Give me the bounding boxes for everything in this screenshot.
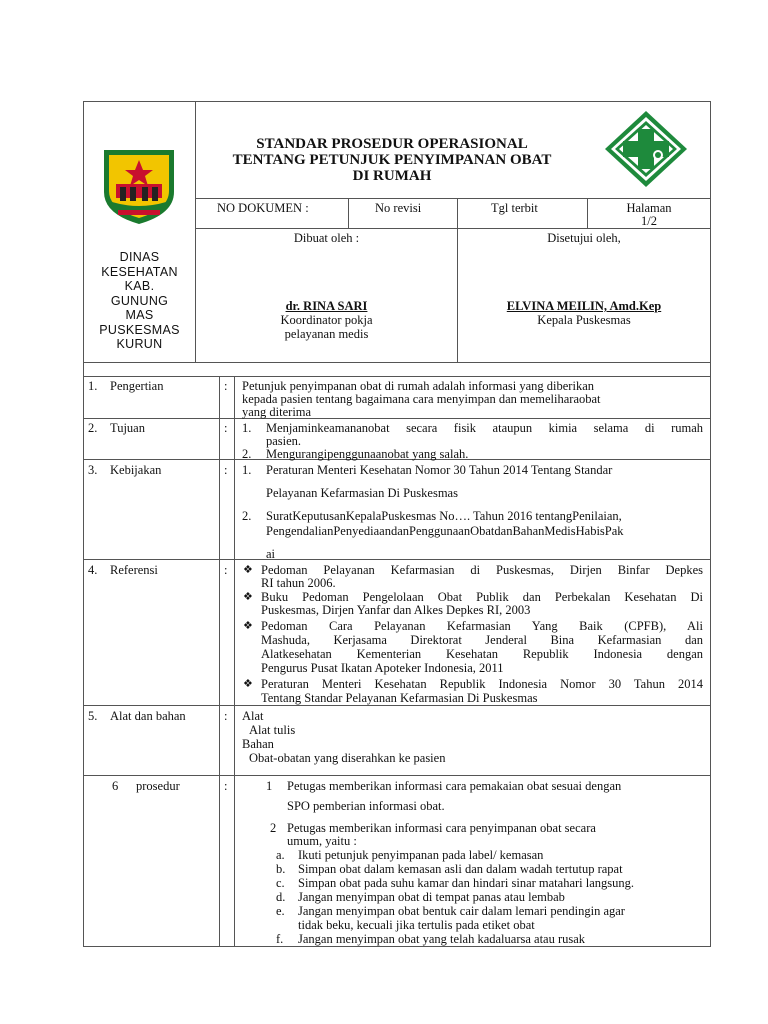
section-label-prosedur: prosedur bbox=[136, 779, 180, 793]
pengertian-line: Petunjuk penyimpanan obat di rumah adalah informasi yang diberikan bbox=[242, 379, 594, 393]
alat-line: Obat-obatan yang diserahkan ke pasien bbox=[249, 751, 446, 765]
dibuat-role-1: Koordinator pokja bbox=[280, 313, 373, 327]
kebijakan-item: ai bbox=[266, 547, 276, 561]
green-cross-puskesmas-icon bbox=[603, 109, 689, 189]
tujuan-item: Mengurangipenggunaanobat yang salah. bbox=[266, 447, 469, 461]
dibuat-label: Dibuat oleh : bbox=[293, 231, 360, 245]
section-label-alat: Alat dan bahan bbox=[110, 709, 186, 723]
referensi-item: Alatkesehatan Kementerian Kesehatan Republik Indonesia dengan bbox=[261, 647, 703, 661]
referensi-item: Pengurus Pusat Ikatan Apoteker Indonesia, 2011 bbox=[261, 661, 504, 675]
referensi-item: Pedoman Cara Pelayanan Kefarmasian Yang Baik (CPFB), Ali bbox=[261, 619, 703, 633]
bullet-diamond-icon: ❖ bbox=[243, 678, 253, 690]
section-label-pengertian: Pengertian bbox=[110, 379, 164, 393]
kebijakan-item: SuratKeputusanKepalaPuskesmas No…. Tahun 2016 tentangPenilaian, bbox=[266, 509, 622, 523]
prosedur-subitem: Jangan menyimpan obat di tempat panas atau lembab bbox=[298, 890, 565, 904]
kebijakan-item: Pelayanan Kefarmasian Di Puskesmas bbox=[266, 486, 458, 500]
tujuan-item: pasien. bbox=[266, 434, 302, 448]
no-dokumen-label: NO DOKUMEN : bbox=[217, 201, 309, 215]
prosedur-step: SPO pemberian informasi obat. bbox=[287, 799, 445, 813]
document-title bbox=[196, 136, 588, 184]
bullet-diamond-icon: ❖ bbox=[243, 564, 253, 576]
section-number: 1. bbox=[88, 379, 98, 393]
disetujui-role: Kepala Puskesmas bbox=[537, 313, 631, 327]
section-number: 4. bbox=[88, 563, 98, 577]
alat-line: Alat bbox=[242, 709, 264, 723]
halaman-label: Halaman bbox=[626, 201, 672, 215]
prosedur-step: Petugas memberikan informasi cara penyimpanan obat secara bbox=[287, 821, 596, 835]
disetujui-label: Disetujui oleh, bbox=[547, 231, 621, 245]
section-label-referensi: Referensi bbox=[110, 563, 158, 577]
referensi-item: Pedoman Pelayanan Kefarmasian di Puskesmas, Dirjen Binfar Depkes bbox=[261, 563, 703, 577]
no-revisi-label: No revisi bbox=[375, 201, 422, 215]
pengertian-line: kepada pasien tentang bagaimana cara menyimpan dan memeliharaobat bbox=[242, 392, 601, 406]
prosedur-step: Petugas memberikan informasi cara pemakaian obat sesuai dengan bbox=[287, 779, 622, 793]
referensi-item: Buku Pedoman Pengelolaan Obat Publik dan Perbekalan Kesehatan Di bbox=[261, 590, 703, 604]
title-line-2: TENTANG PETUNJUK PENYIMPANAN OBAT bbox=[232, 152, 552, 168]
alat-line: Bahan bbox=[242, 737, 274, 751]
tujuan-item: Menjaminkeamananobat secara fisik ataupun kimia selama di rumah bbox=[266, 421, 703, 435]
prosedur-subitem: Ikuti petunjuk penyimpanan pada label/ kemasan bbox=[298, 848, 544, 862]
kabupaten-crest-icon bbox=[96, 140, 182, 226]
bullet-diamond-icon: ❖ bbox=[243, 591, 253, 603]
dibuat-name: dr. RINA SARI bbox=[285, 299, 368, 313]
referensi-item: RI tahun 2006. bbox=[261, 576, 336, 590]
kebijakan-item: PengendalianPenyediaandanPenggunaanObatdanBahanMedisHabisPak bbox=[266, 524, 624, 538]
section-label-tujuan: Tujuan bbox=[110, 421, 145, 435]
disetujui-name: ELVINA MEILIN, Amd.Kep bbox=[506, 299, 662, 313]
prosedur-subitem: Simpan obat pada suhu kamar dan hindari sinar matahari langsung. bbox=[298, 876, 635, 890]
bullet-diamond-icon: ❖ bbox=[243, 620, 253, 632]
halaman-value: 1/2 bbox=[641, 214, 657, 228]
title-line-3: DI RUMAH bbox=[352, 168, 432, 184]
alat-line: Alat tulis bbox=[249, 723, 296, 737]
title-line-1: STANDAR PROSEDUR OPERASIONAL bbox=[256, 136, 528, 152]
dibuat-role-2: pelayanan medis bbox=[284, 327, 369, 341]
section-label-kebijakan: Kebijakan bbox=[110, 463, 162, 477]
section-number: 5. bbox=[88, 709, 98, 723]
institution-name: DINAS KESEHATAN KAB. GUNUNG MAS PUSKESMAS KURUN bbox=[99, 250, 180, 351]
prosedur-subitem: Simpan obat dalam kemasan asli dan dalam wadah tertutup rapat bbox=[298, 862, 623, 876]
tgl-terbit-label: Tgl terbit bbox=[491, 201, 538, 215]
prosedur-subitem: Jangan menyimpan obat yang telah kadaluarsa atau rusak bbox=[298, 932, 586, 946]
kebijakan-item: Peraturan Menteri Kesehatan Nomor 30 Tahun 2014 Tentang Standar bbox=[266, 463, 613, 477]
prosedur-subitem: tidak beku, kecuali jika tertulis pada etiket obat bbox=[298, 918, 535, 932]
referensi-item: Tentang Standar Pelayanan Kefarmasian Di Puskesmas bbox=[261, 691, 538, 705]
prosedur-subitem: Jangan menyimpan obat bentuk cair dalam lemari pendingin agar bbox=[298, 904, 625, 918]
referensi-item: Peraturan Menteri Kesehatan Republik Indonesia Nomor 30 Tahun 2014 bbox=[261, 677, 703, 691]
referensi-item: Mashuda, Kerjasama Direktorat Jenderal Bina Kefarmasian dan bbox=[261, 633, 703, 647]
prosedur-step: umum, yaitu : bbox=[287, 834, 357, 848]
pengertian-line: yang diterima bbox=[242, 405, 312, 419]
section-number: 6 bbox=[112, 779, 119, 793]
referensi-item: Puskesmas, Dirjen Yanfar dan Alkes Depkes RI, 2003 bbox=[261, 603, 531, 617]
section-number: 3. bbox=[88, 463, 98, 477]
section-number: 2. bbox=[88, 421, 98, 435]
